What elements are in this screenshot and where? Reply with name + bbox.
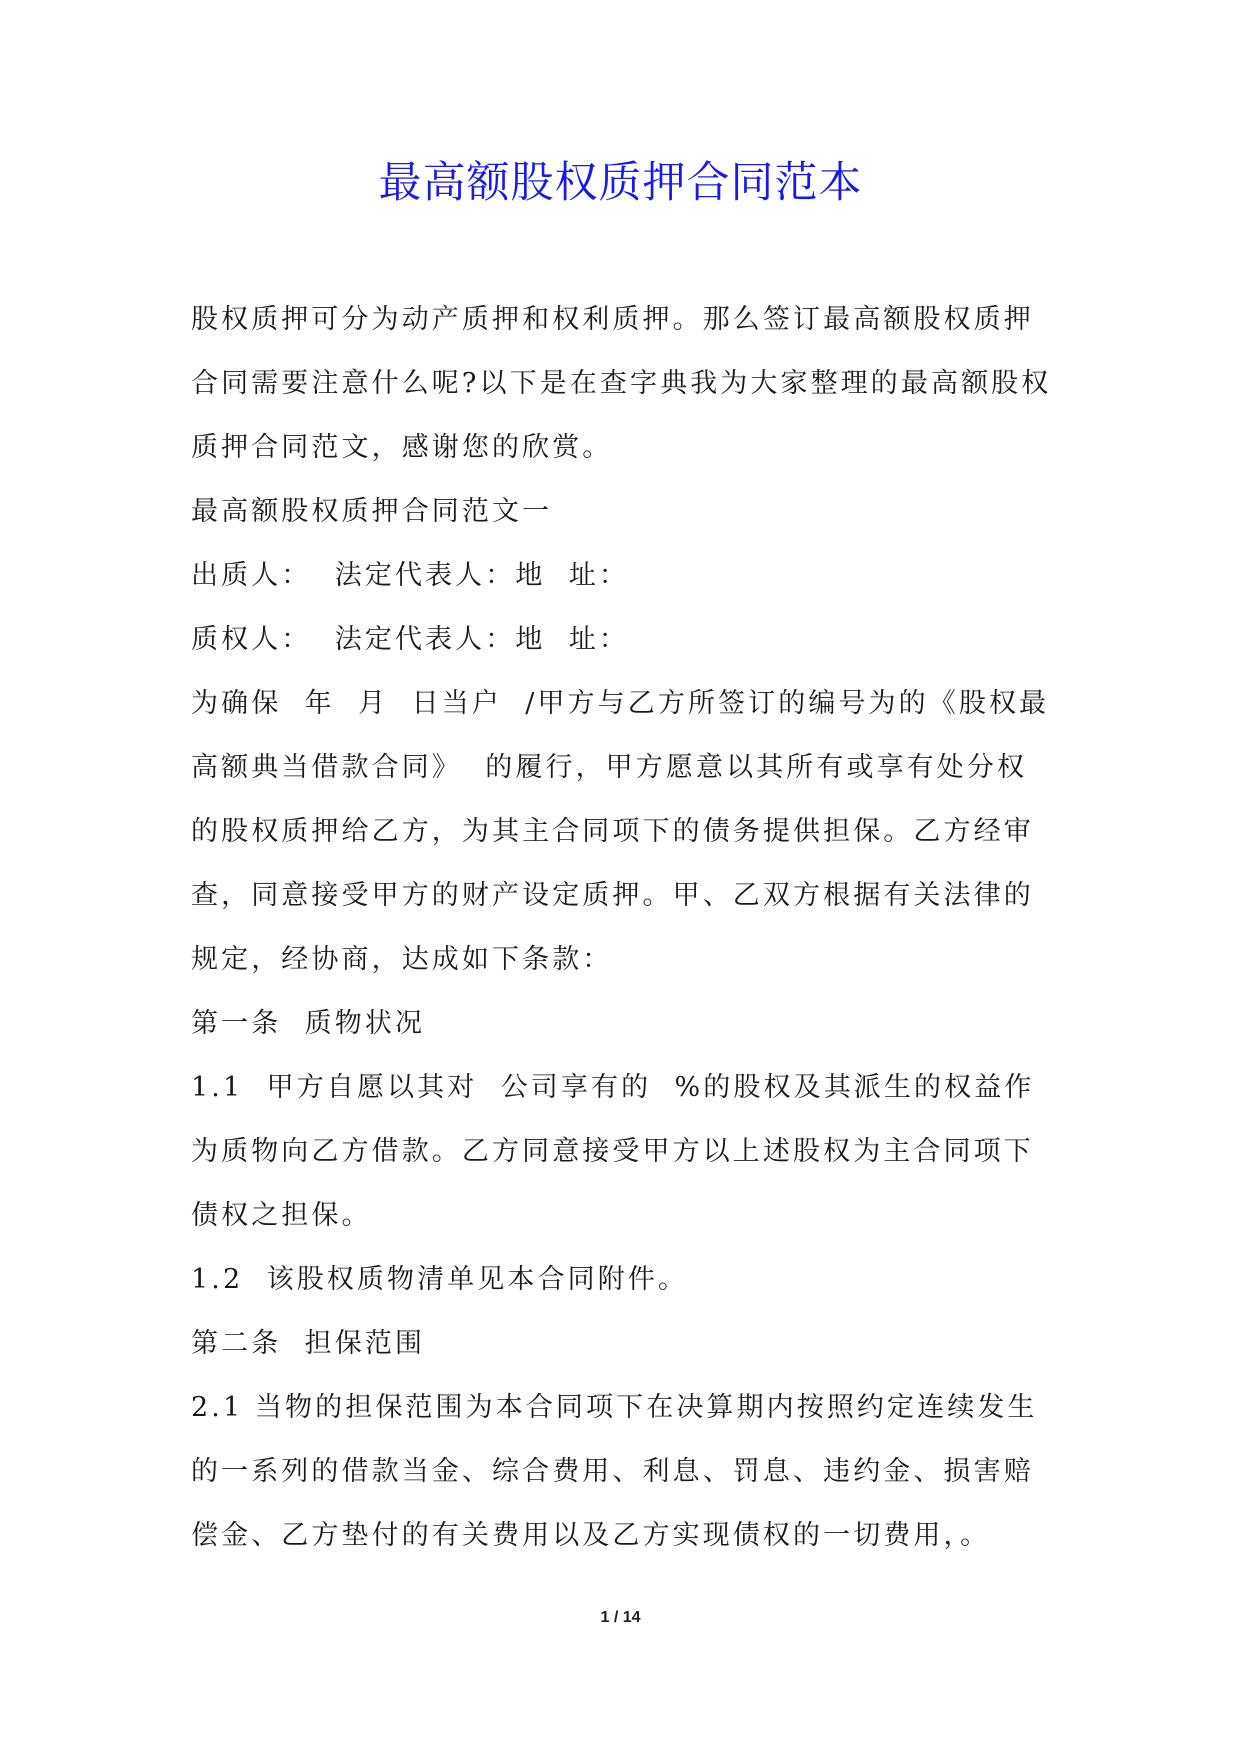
article-two-heading: 第二条 担保范围 [191, 1328, 426, 1359]
document-title: 最高额股权质押合同范本 [378, 158, 863, 208]
article-one-heading: 第一条 质物状况 [191, 1008, 426, 1039]
preamble-paragraph: 为确保 年 月 日当户 /甲方与乙方所签订的编号为的《股权最高额典当借款合同》 的履行，甲方愿意以其所有或享有处分权的股权质押给乙方，为其主合同项下的债务提供担保。乙方经审查，同意接受甲方的财产设定质押。甲、乙双方根据有关法律的规定，经协商，达成如下条款： [191, 688, 1050, 975]
pledgee-line: 质权人： 法定代表人：地 址： [191, 624, 630, 655]
clause-1-1: 1.1 甲方自愿以其对 公司享有的 %的股权及其派生的权益作为质物向乙方借款。乙方同意接受甲方以上述股权为主合同项下债权之担保。 [191, 1072, 1035, 1231]
pledgor-line: 出质人： 法定代表人：地 址： [191, 560, 630, 591]
intro-paragraph: 股权质押可分为动产质押和权利质押。那么签订最高额股权质押合同需要注意什么呢?以下是在查字典我为大家整理的最高额股权质押合同范文，感谢您的欣赏。 [191, 304, 1052, 463]
page-number: 1 / 14 [600, 1609, 641, 1626]
clause-2-1: 2.1 当物的担保范围为本合同项下在决算期内按照约定连续发生的一系列的借款当金、综合费用、利息、罚息、违约金、损害赔偿金、乙方垫付的有关费用以及乙方实现债权的一切费用，。 [191, 1392, 1038, 1551]
document-body [191, 288, 1057, 1568]
clause-1-2: 1.2 该股权质物清单见本合同附件。 [191, 1264, 689, 1295]
section-heading-sample-one: 最高额股权质押合同范文一 [191, 496, 553, 527]
